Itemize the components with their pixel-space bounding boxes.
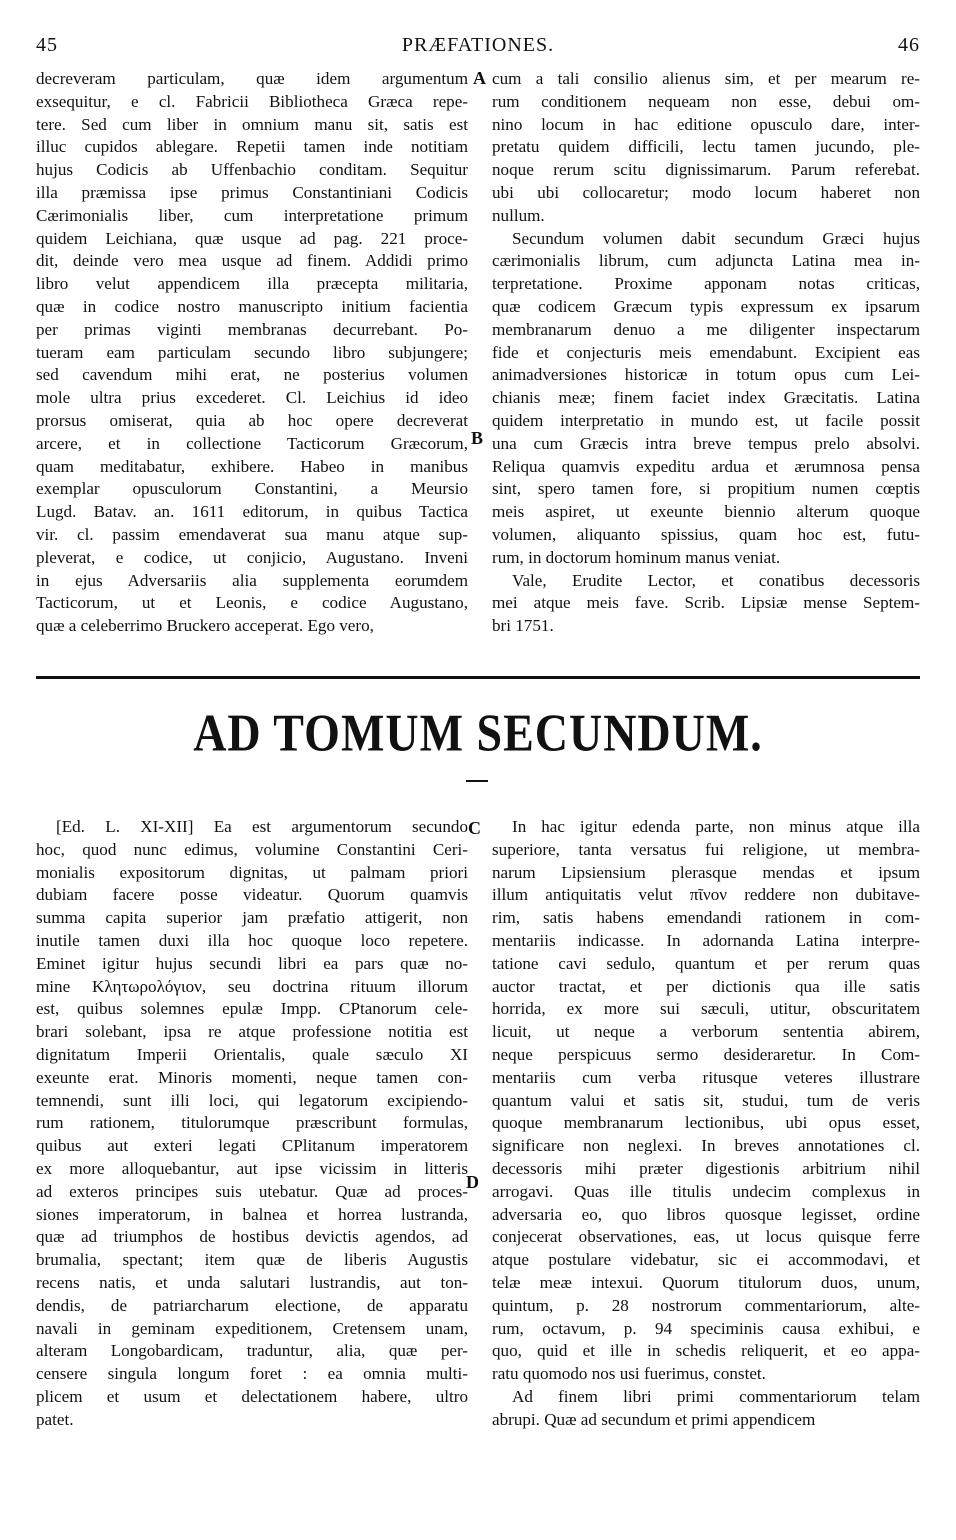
text-line: rum, in doctorum hominum manus veniat.	[492, 547, 781, 567]
margin-marker-d: D	[466, 1172, 479, 1192]
text-line: temnendi, sunt illi loci, qui legatorum excipiendo-	[36, 1090, 468, 1110]
text-line: illa præmissa ipse primus Constantiniani Codicis	[36, 182, 468, 202]
text-line: Reliqua quamvis expeditu ardua et ærumnosa pensa	[492, 456, 920, 476]
text-line: per primas viginti membranas decurrebant. Po-	[36, 319, 468, 339]
text-line: telæ meæ intexui. Quorum titulorum duos, unum,	[492, 1272, 920, 1292]
text-line: quo, quid et ille in schedis reliquerit, et eo appa-	[492, 1341, 920, 1361]
column-top-right	[492, 68, 920, 638]
text-line: dubiam facere posse videatur. Quorum quamvis	[36, 885, 468, 905]
text-line: narum Lipsiensium plerasque mendas et ipsum	[492, 862, 920, 882]
margin-marker-b: B	[471, 428, 484, 448]
text-line: dendis, de patriarcharum electione, de apparatu	[36, 1295, 468, 1315]
text-line: hujus Codicis ab Uffenbachio conditam. Sequitur	[36, 160, 468, 180]
text-line: exemplar opusculorum Constantini, a Meursio	[36, 479, 468, 499]
text-line: Vale, Erudite Lector, et conatibus decessoris	[512, 570, 920, 590]
text-line: brumalia, spectant; item quæ de liberis Augustis	[36, 1250, 468, 1270]
margin-marker-a: A	[473, 68, 486, 88]
text-line: quidem Leichiana, quæ usque ad pag. 221 proce-	[36, 228, 468, 248]
text-line: significare non neglexi. In breves annotationes cl.	[492, 1136, 920, 1156]
text-line: atque postulare videbatur, sic ei accommodavi, et	[492, 1250, 920, 1270]
text-line: mentariis indicasse. In adornanda Latina interpre-	[492, 930, 920, 950]
text-line: membranarum denuo a me diligenter inspectarum	[492, 319, 920, 339]
text-line: in ejus Adversariis alia supplementa eorumdem	[36, 570, 468, 590]
text-line: censere singula longum foret : ea omnia multi-	[36, 1364, 468, 1384]
text-line: fide et conjecturis meis emendabunt. Excipient eas	[492, 342, 920, 362]
running-head	[36, 34, 920, 60]
text-line: prorsus omiserat, quia ab hoc opere decreverat	[36, 410, 468, 430]
text-line: Cærimonialis liber, cum interpretatione primum	[36, 205, 468, 225]
text-line: pretatu quidem difficili, lectu tamen jucundo, ple-	[492, 137, 920, 157]
text-line: sed cavendum mihi erat, ne posterius volumen	[36, 365, 468, 385]
text-line: navali in geminam expeditionem, Cretensem unam,	[36, 1318, 468, 1338]
text-line: Secundum volumen dabit secundum Græci hujus	[512, 228, 920, 248]
text-line: nullum.	[492, 205, 545, 225]
text-line: hoc, quod nunc edimus, volumine Constantini Ceri-	[36, 839, 468, 859]
text-line: rum conditionem nequeam non esse, debui om-	[492, 91, 920, 111]
text-line: ex more alloquebantur, aut ipse vicissim in litteris	[36, 1158, 468, 1178]
text-line: Lugd. Batav. an. 1611 editorum, in quibus Tactica	[36, 502, 468, 522]
text-line: recens natis, et unda salutari lustrandis, aut ton-	[36, 1272, 468, 1292]
page-number-left: 45	[36, 34, 58, 56]
text-line: auctor tractat, et per dictionis qua ille satis	[492, 976, 920, 996]
text-line: quibus aut exteri legati CPlitanum imperatorem	[36, 1136, 468, 1156]
text-line: quam meditabatur, exhibere. Habeo in manibus	[36, 456, 468, 476]
text-line: neque perspicuus sermo desideraretur. In Com-	[492, 1044, 920, 1064]
text-line: siones imperatorum, in balnea et horrea lustranda,	[36, 1204, 468, 1224]
text-line: mentariis cum verba ritusque veteres illustrare	[492, 1067, 920, 1087]
text-line: In hac igitur edenda parte, non minus atque illa	[512, 817, 920, 836]
text-line: cærimonialis librum, cum adjuncta Latina mea in-	[492, 251, 920, 271]
text-line: alteram Longobardicam, traduntur, alia, quæ per-	[36, 1341, 468, 1361]
text-line: licuit, ut neque a verborum sententia abirem,	[492, 1022, 920, 1042]
text-line: mine Κλητωρολόγιον, seu doctrina rituum illorum	[36, 976, 468, 996]
text-line: patet.	[36, 1409, 74, 1429]
text-line: volumen, aliquanto spissius, quam hoc est, futu-	[492, 524, 920, 544]
text-line: mole ultra prius excederet. Cl. Leichius id ideo	[36, 388, 468, 408]
running-title: PRÆFATIONES.	[401, 34, 555, 56]
text-line: rum rationem, titulorumque præscribunt formulas,	[36, 1113, 468, 1133]
text-line: noque rerum scitu dignissimarum. Parum referebat.	[492, 160, 920, 180]
text-line: quæ in codice nostro manuscripto initium facientia	[36, 296, 468, 316]
text-line: tere. Sed cum liber in omnium manu sit, satis est	[36, 114, 468, 134]
text-line: sint, spero tamen fore, si propitium numen cœptis	[492, 479, 920, 499]
text-line: animadversiones historicæ in totum opus cum Lei-	[492, 365, 920, 385]
text-line: monialis expositorum dignitas, ut palmam priori	[36, 862, 468, 882]
text-line: tueram eam particulam secundo libro subjungere;	[36, 342, 468, 362]
text-line: bri 1751.	[492, 616, 554, 636]
column-bottom-left	[36, 816, 468, 1432]
text-line: arrogavi. Quas ille titulis undecim complexus in	[492, 1181, 920, 1201]
text-line: abrupi. Quæ ad secundum et primi appendicem	[492, 1409, 816, 1429]
text-line: tatione cavi sedulo, quantum et per rerum quas	[492, 953, 920, 973]
text-line: chianis meæ; finem faciet index Græcitatis. Latina	[492, 388, 920, 408]
text-line: plicem et usum et delectationem habere, ultro	[36, 1386, 468, 1406]
text-line: illum antiquitatis velut πῖνον reddere non dubitave-	[492, 885, 920, 905]
text-line: decessoris mihi præter digestionis arbitrium nihil	[492, 1158, 920, 1178]
text-line: inutile tamen duxi illa hoc quoque loco repetere.	[36, 930, 468, 950]
text-line: horrida, ex more sui sæculi, utitur, obscuritatem	[492, 999, 920, 1019]
text-line: conjecerat observationes, eas, ut locus quisque ferre	[492, 1227, 920, 1247]
column-top-left	[36, 68, 468, 638]
text-line: terpretatione. Proxime apponam notas criticas,	[492, 274, 920, 294]
text-line: cum a tali consilio alienus sim, et per mearum re-	[492, 69, 920, 88]
text-line: superiore, tanta versatus fui religione, ut membra-	[492, 839, 920, 859]
margin-marker-c: C	[468, 818, 481, 838]
text-line: mei atque meis fave. Scrib. Lipsiæ mense Septem-	[492, 593, 920, 613]
text-line: una cum Græcis intra breve tempus prelo absolvi.	[492, 433, 920, 453]
text-line: summa capita superior jam præfatio attigerit, non	[36, 908, 468, 928]
text-line: dit, deinde vero mea usque ad finem. Addidi primo	[36, 251, 468, 271]
text-line: pleverat, e codice, ut conjicio, Augustano. Inveni	[36, 547, 468, 567]
text-line: quæ ad triumphos de hostibus devictis agendos, ad	[36, 1227, 468, 1247]
text-line: Ad finem libri primi commentariorum telam	[512, 1386, 920, 1406]
text-line: adversaria eo, quo libros quosque legisset, ordine	[492, 1204, 920, 1224]
title-dash	[466, 780, 488, 782]
text-line: exeunte erat. Minoris momenti, neque tamen con-	[36, 1067, 468, 1087]
text-line: est, quibus solemnes epulæ Impp. CPtanorum cele-	[36, 999, 468, 1019]
text-line: quidem interpretatio in mundo est, ut facile possit	[492, 410, 920, 430]
text-line: brari solebant, ipsa re atque professione notitia est	[36, 1022, 468, 1042]
text-line: libro velut appendicem illa præcepta militaria,	[36, 274, 468, 294]
text-line: illuc cupidos ablegare. Repetii tamen inde notitiam	[36, 137, 468, 157]
text-line: arcere, et in collectione Tacticorum Græcorum,	[36, 433, 468, 453]
text-line: dignitatum Imperii Orientalis, quale sæculo XI	[36, 1044, 468, 1064]
section-title: AD TOMUM SECUNDUM.	[193, 703, 763, 762]
text-line: quæ a celeberrimo Bruckero acceperat. Ego vero,	[36, 616, 374, 636]
text-line: [Ed. L. XI-XII] Ea est argumentorum secundo	[56, 817, 468, 836]
text-line: exsequitur, e cl. Fabricii Bibliotheca Græca repe-	[36, 91, 468, 111]
text-line: rum, octavum, p. 94 speciminis causa exhibui, e	[492, 1318, 920, 1338]
text-line: quantum valui et satis sit, studui, tum de veris	[492, 1090, 920, 1110]
text-line: quæ codicem Græcum typis expressum ex ipsarum	[492, 296, 920, 316]
text-line: ad exteros principes suis utebatur. Quæ ad proces-	[36, 1181, 468, 1201]
page-number-right: 46	[898, 34, 920, 56]
text-line: rim, satis habens emendandi rationem in com-	[492, 908, 920, 928]
column-bottom-right	[492, 816, 920, 1432]
text-line: Eminet igitur hujus secundi libri ea pars quæ no-	[36, 953, 468, 973]
text-line: decreveram particulam, quæ idem argumentum	[36, 69, 468, 88]
text-line: meis aspiret, ut exeunte biennio alterum quoque	[492, 502, 920, 522]
text-line: nino locum in hac editione opusculo dare, inter-	[492, 114, 920, 134]
text-line: vir. cl. passim emendaverat sua manu atque sup-	[36, 524, 468, 544]
text-line: quoque membranarum lectionibus, ubi opus esset,	[492, 1113, 920, 1133]
text-line: ubi ubi collocaretur; modo locum haberet non	[492, 182, 920, 202]
text-line: Tacticorum, ut et Leonis, e codice Augustano,	[36, 593, 468, 613]
text-line: quintum, p. 28 nostrorum commentariorum, alte-	[492, 1295, 920, 1315]
section-rule	[36, 676, 920, 679]
text-line: ratu quomodo nos usi fuerimus, constet.	[492, 1364, 766, 1384]
